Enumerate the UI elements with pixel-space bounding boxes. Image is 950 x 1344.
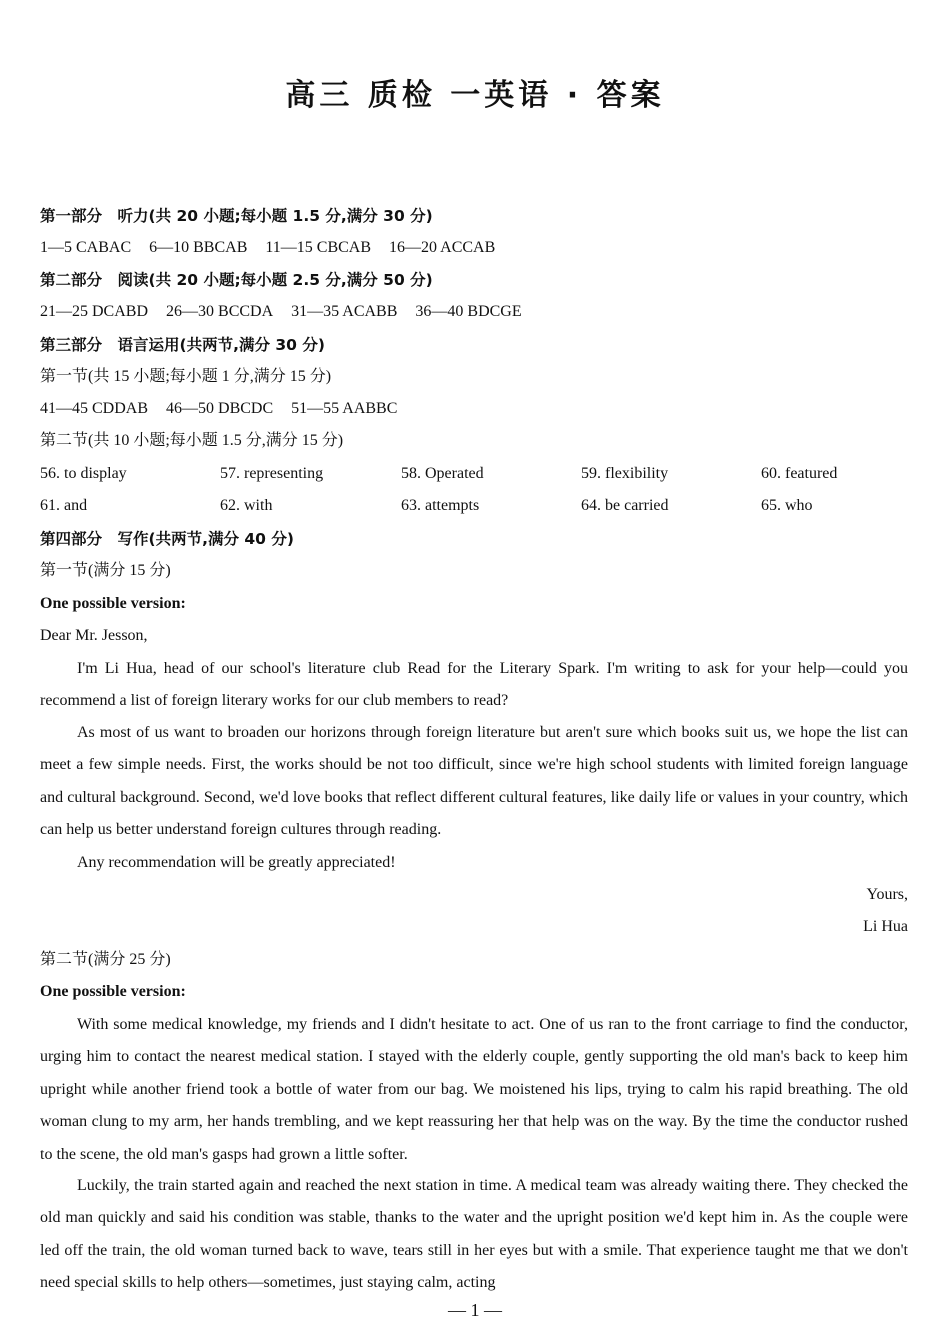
part1-answers <box>40 232 908 264</box>
answer-cell: 65. who <box>761 497 813 514</box>
answer-row-1 <box>40 458 908 490</box>
letter-greeting: Dear Mr. Jesson, <box>40 627 148 644</box>
page-title: 高三 质检 一英语 · 答案 <box>285 78 665 113</box>
answer-group: 51—55 AABBC <box>291 400 398 417</box>
answer-cell: 58. Operated <box>401 465 484 482</box>
part4-section1-heading: 第一节(满分 15 分) <box>40 562 171 579</box>
letter-closing: Yours, <box>866 886 908 903</box>
answer-group: 11—15 CBCAB <box>265 239 372 256</box>
part4-section2-heading: 第二节(满分 25 分) <box>40 951 171 968</box>
answer-cell: 61. and <box>40 497 88 514</box>
version-label: One possible version: <box>40 595 186 612</box>
part3-heading: 第三部分 语言运用(共两节,满分 30 分) <box>40 336 325 354</box>
part3-section1-heading: 第一节(共 15 小题;每小题 1 分,满分 15 分) <box>40 368 332 385</box>
answer-group: 16—20 ACCAB <box>389 239 496 256</box>
part1-heading: 第一部分 听力(共 20 小题;每小题 1.5 分,满分 30 分) <box>40 207 433 225</box>
answer-cell: 60. featured <box>761 465 838 482</box>
part3-section1-answers <box>40 393 908 425</box>
part4-heading: 第四部分 写作(共两节,满分 40 分) <box>40 530 294 548</box>
answer-group: 6—10 BBCAB <box>149 239 248 256</box>
answer-cell: 64. be carried <box>581 497 669 514</box>
answer-cell: 57. representing <box>220 465 324 482</box>
letter-signature: Li Hua <box>863 918 908 935</box>
part2-heading: 第二部分 阅读(共 20 小题;每小题 2.5 分,满分 50 分) <box>40 271 433 289</box>
part2-answers <box>40 296 908 328</box>
answer-cell: 63. attempts <box>401 497 480 514</box>
version-label: One possible version: <box>40 983 186 1000</box>
answer-group: 36—40 BDCGE <box>415 303 522 320</box>
letter-paragraph: I'm Li Hua, head of our school's literature club Read for the Literary Spark. I'm writing to ask for your help—could you recommend a list of foreign literary works for our club members to read? <box>40 660 908 710</box>
answer-group: 41—45 CDDAB <box>40 400 149 417</box>
essay-paragraph: Luckily, the train started again and reached the next station in time. A medical team was already waiting there. They checked the old man quickly and said his condition was stable, thanks to the water and the upright position we'd kept him in. As the couple were led off the train, the old woman turned back to wave, tears still in her eyes but with a smile. That experience taught me that we don't need special skills to help others—sometimes, just staying calm, acting <box>40 1177 908 1292</box>
letter-paragraph: As most of us want to broaden our horizons through foreign literature but aren't sure which books suit us, we hope the list can meet a few simple needs. First, the works should be not too difficult, since we're high school students with limited foreign language and cultural background. Second, we'd love books that reflect different cultural features, like daily life or values in your country, which can help us better understand foreign cultures through reading. <box>40 724 908 839</box>
page-number: — 1 — <box>448 1300 502 1320</box>
part3-section2-heading: 第二节(共 10 小题;每小题 1.5 分,满分 15 分) <box>40 432 344 449</box>
answer-group: 46—50 DBCDC <box>166 400 274 417</box>
answer-cell: 56. to display <box>40 465 127 482</box>
answer-cell: 59. flexibility <box>581 465 669 482</box>
answer-group: 31—35 ACABB <box>291 303 398 320</box>
answer-group: 21—25 DCABD <box>40 303 149 320</box>
essay-paragraph: With some medical knowledge, my friends and I didn't hesitate to act. One of us ran to the front carriage to find the conductor, urging him to contact the nearest medical station. I stayed with the elderly couple, gently supporting the old man's back to keep him upright while another friend took a bottle of water from our bag. We moistened his lips, trying to calm his rapid breathing. The old woman clung to my arm, her hands trembling, and we kept reassuring her that help was on the way. By the time the conductor rushed to the scene, the old man's gasps had grown a little softer. <box>40 1016 908 1163</box>
letter-paragraph: Any recommendation will be greatly appreciated! <box>77 854 396 871</box>
answer-group: 1—5 CABAC <box>40 239 132 256</box>
answer-row-2 <box>40 490 908 522</box>
answer-cell: 62. with <box>220 497 273 514</box>
answer-group: 26—30 BCCDA <box>166 303 274 320</box>
